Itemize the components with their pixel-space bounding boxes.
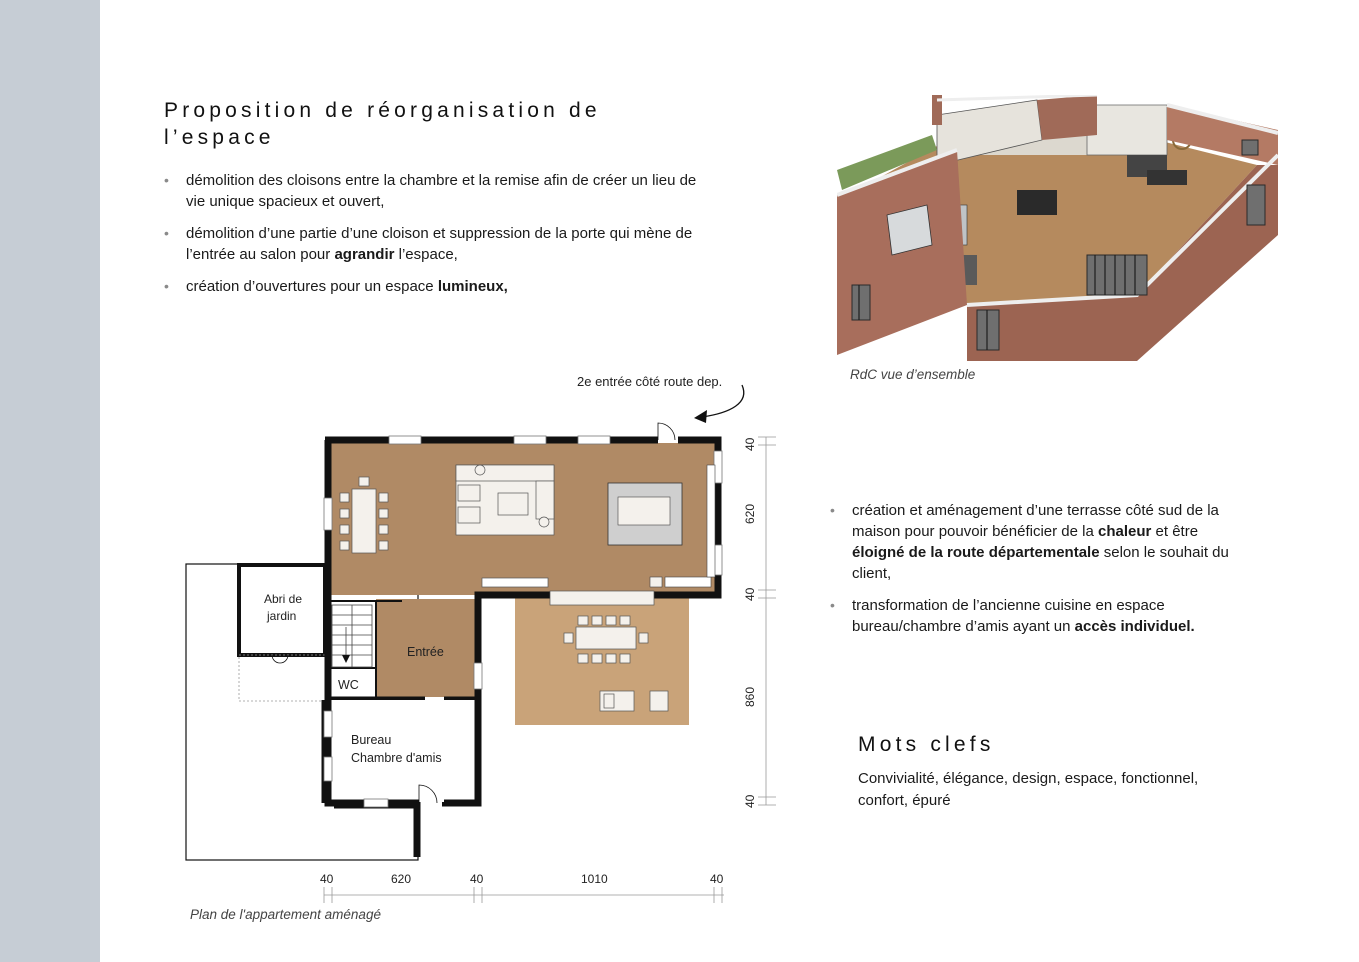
room-label-wc: WC	[338, 678, 359, 692]
plan-caption: Plan de l'appartement aménagé	[190, 907, 381, 922]
entrance-arrow	[702, 385, 744, 417]
entrance-door-swing	[658, 423, 675, 440]
page-title: Proposition de réorganisation de l’espace	[164, 99, 601, 149]
sideboard	[482, 578, 548, 587]
left-bullet-list	[164, 170, 704, 308]
dim-right-label: 620	[743, 503, 757, 524]
room-label-jardin: jardin	[267, 609, 297, 623]
keywords-title: Mots clefs	[858, 733, 995, 756]
dim-right-label: 860	[743, 686, 757, 707]
room-label-chambre: Chambre d'amis	[351, 751, 442, 765]
floor-plan	[180, 365, 800, 905]
staircase	[332, 605, 372, 667]
keywords-text: Convivialité, élégance, design, espace, fonctionnel, confort, épuré	[858, 770, 1199, 809]
sidebar-band	[0, 0, 100, 962]
dim-bottom-label: 40	[470, 872, 484, 886]
list-item: • démolition des cloisons entre la chambre et la remise afin de créer un lieu de vie unique spacieux et ouvert,	[164, 170, 704, 212]
arrow-head	[694, 410, 707, 423]
dimension-labels-right	[743, 437, 757, 808]
right-bullet-list	[830, 500, 1250, 648]
dim-bottom-label: 620	[391, 872, 412, 886]
dim-right-label: 40	[743, 437, 757, 451]
list-item: • démolition d’une partie d’une cloison et suppression de la porte qui mène de l’entrée au salon pour agrandir l’espace,	[164, 223, 704, 265]
room-label-entree: Entrée	[407, 645, 444, 659]
list-item: • création d’ouvertures pour un espace lumineux,	[164, 276, 704, 297]
room-label-bureau: Bureau	[351, 733, 392, 747]
dim-right-label: 40	[743, 794, 757, 808]
living-sofa	[456, 465, 554, 535]
dim-bottom-label: 1010	[581, 872, 608, 886]
overview-caption: RdC vue d’ensemble	[850, 367, 976, 382]
list-item: • transformation de l’ancienne cuisine en espace bureau/chambre d’amis ayant un accès individuel.	[830, 595, 1250, 637]
stair-arrow	[342, 655, 350, 663]
dim-bottom-label: 40	[710, 872, 724, 886]
dimension-lines-bottom	[324, 887, 724, 903]
list-item: • création et aménagement d’une terrasse côté sud de la maison pour pouvoir bénéficier de la chaleur et être éloigné de la route départementale selon le souhait du client,	[830, 500, 1250, 584]
dimension-lines-right	[758, 437, 776, 805]
3d-overview-image	[837, 95, 1278, 361]
dim-right-label: 40	[743, 587, 757, 601]
dimension-labels-bottom	[320, 872, 724, 886]
second-entrance-label: 2e entrée côté route dep.	[577, 374, 723, 389]
dim-bottom-label: 40	[320, 872, 334, 886]
room-label-abri: Abri de	[264, 592, 303, 606]
